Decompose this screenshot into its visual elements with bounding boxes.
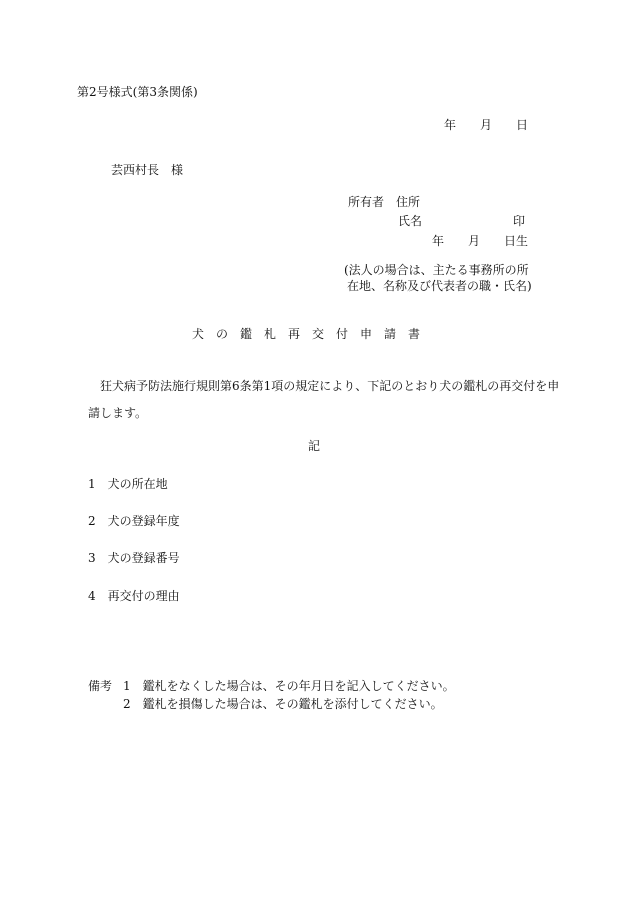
submission-date: 年 月 日: [444, 118, 529, 132]
item-reissue-reason: 4 再交付の理由: [88, 589, 180, 603]
body-text-line-2: 請します。: [88, 406, 148, 420]
note-line-2: 2 鑑札を損傷した場合は、その鑑札を添付してください。: [123, 697, 443, 711]
form-label: 第2号様式(第3条関係): [77, 85, 198, 99]
body-text-line-1: 狂犬病予防法施行規則第6条第1項の規定により、下記のとおり犬の鑑札の再交付を申: [100, 379, 560, 393]
item-registration-year: 2 犬の登録年度: [88, 514, 180, 528]
item-registration-number: 3 犬の登録番号: [88, 551, 180, 565]
ki-heading: 記: [308, 439, 321, 453]
item-dog-location: 1 犬の所在地: [88, 477, 168, 491]
corporation-note-line-2: 在地、名称及び代表者の職・氏名): [347, 279, 532, 293]
addressee: 芸西村長 様: [111, 163, 184, 177]
seal-mark: 印: [513, 214, 526, 228]
owner-name-label: 氏名: [398, 214, 423, 228]
owner-address-label: 所有者 住所: [348, 195, 421, 209]
note-line-1: 1 鑑札をなくした場合は、その年月日を記入してください。: [123, 679, 455, 693]
notes-label: 備考: [88, 679, 113, 693]
owner-birth-date: 年 月 日生: [432, 234, 529, 248]
corporation-note-line-1: (法人の場合は、主たる事務所の所: [344, 263, 529, 277]
document-title: 犬 の 鑑 札 再 交 付 申 請 書: [192, 327, 421, 341]
